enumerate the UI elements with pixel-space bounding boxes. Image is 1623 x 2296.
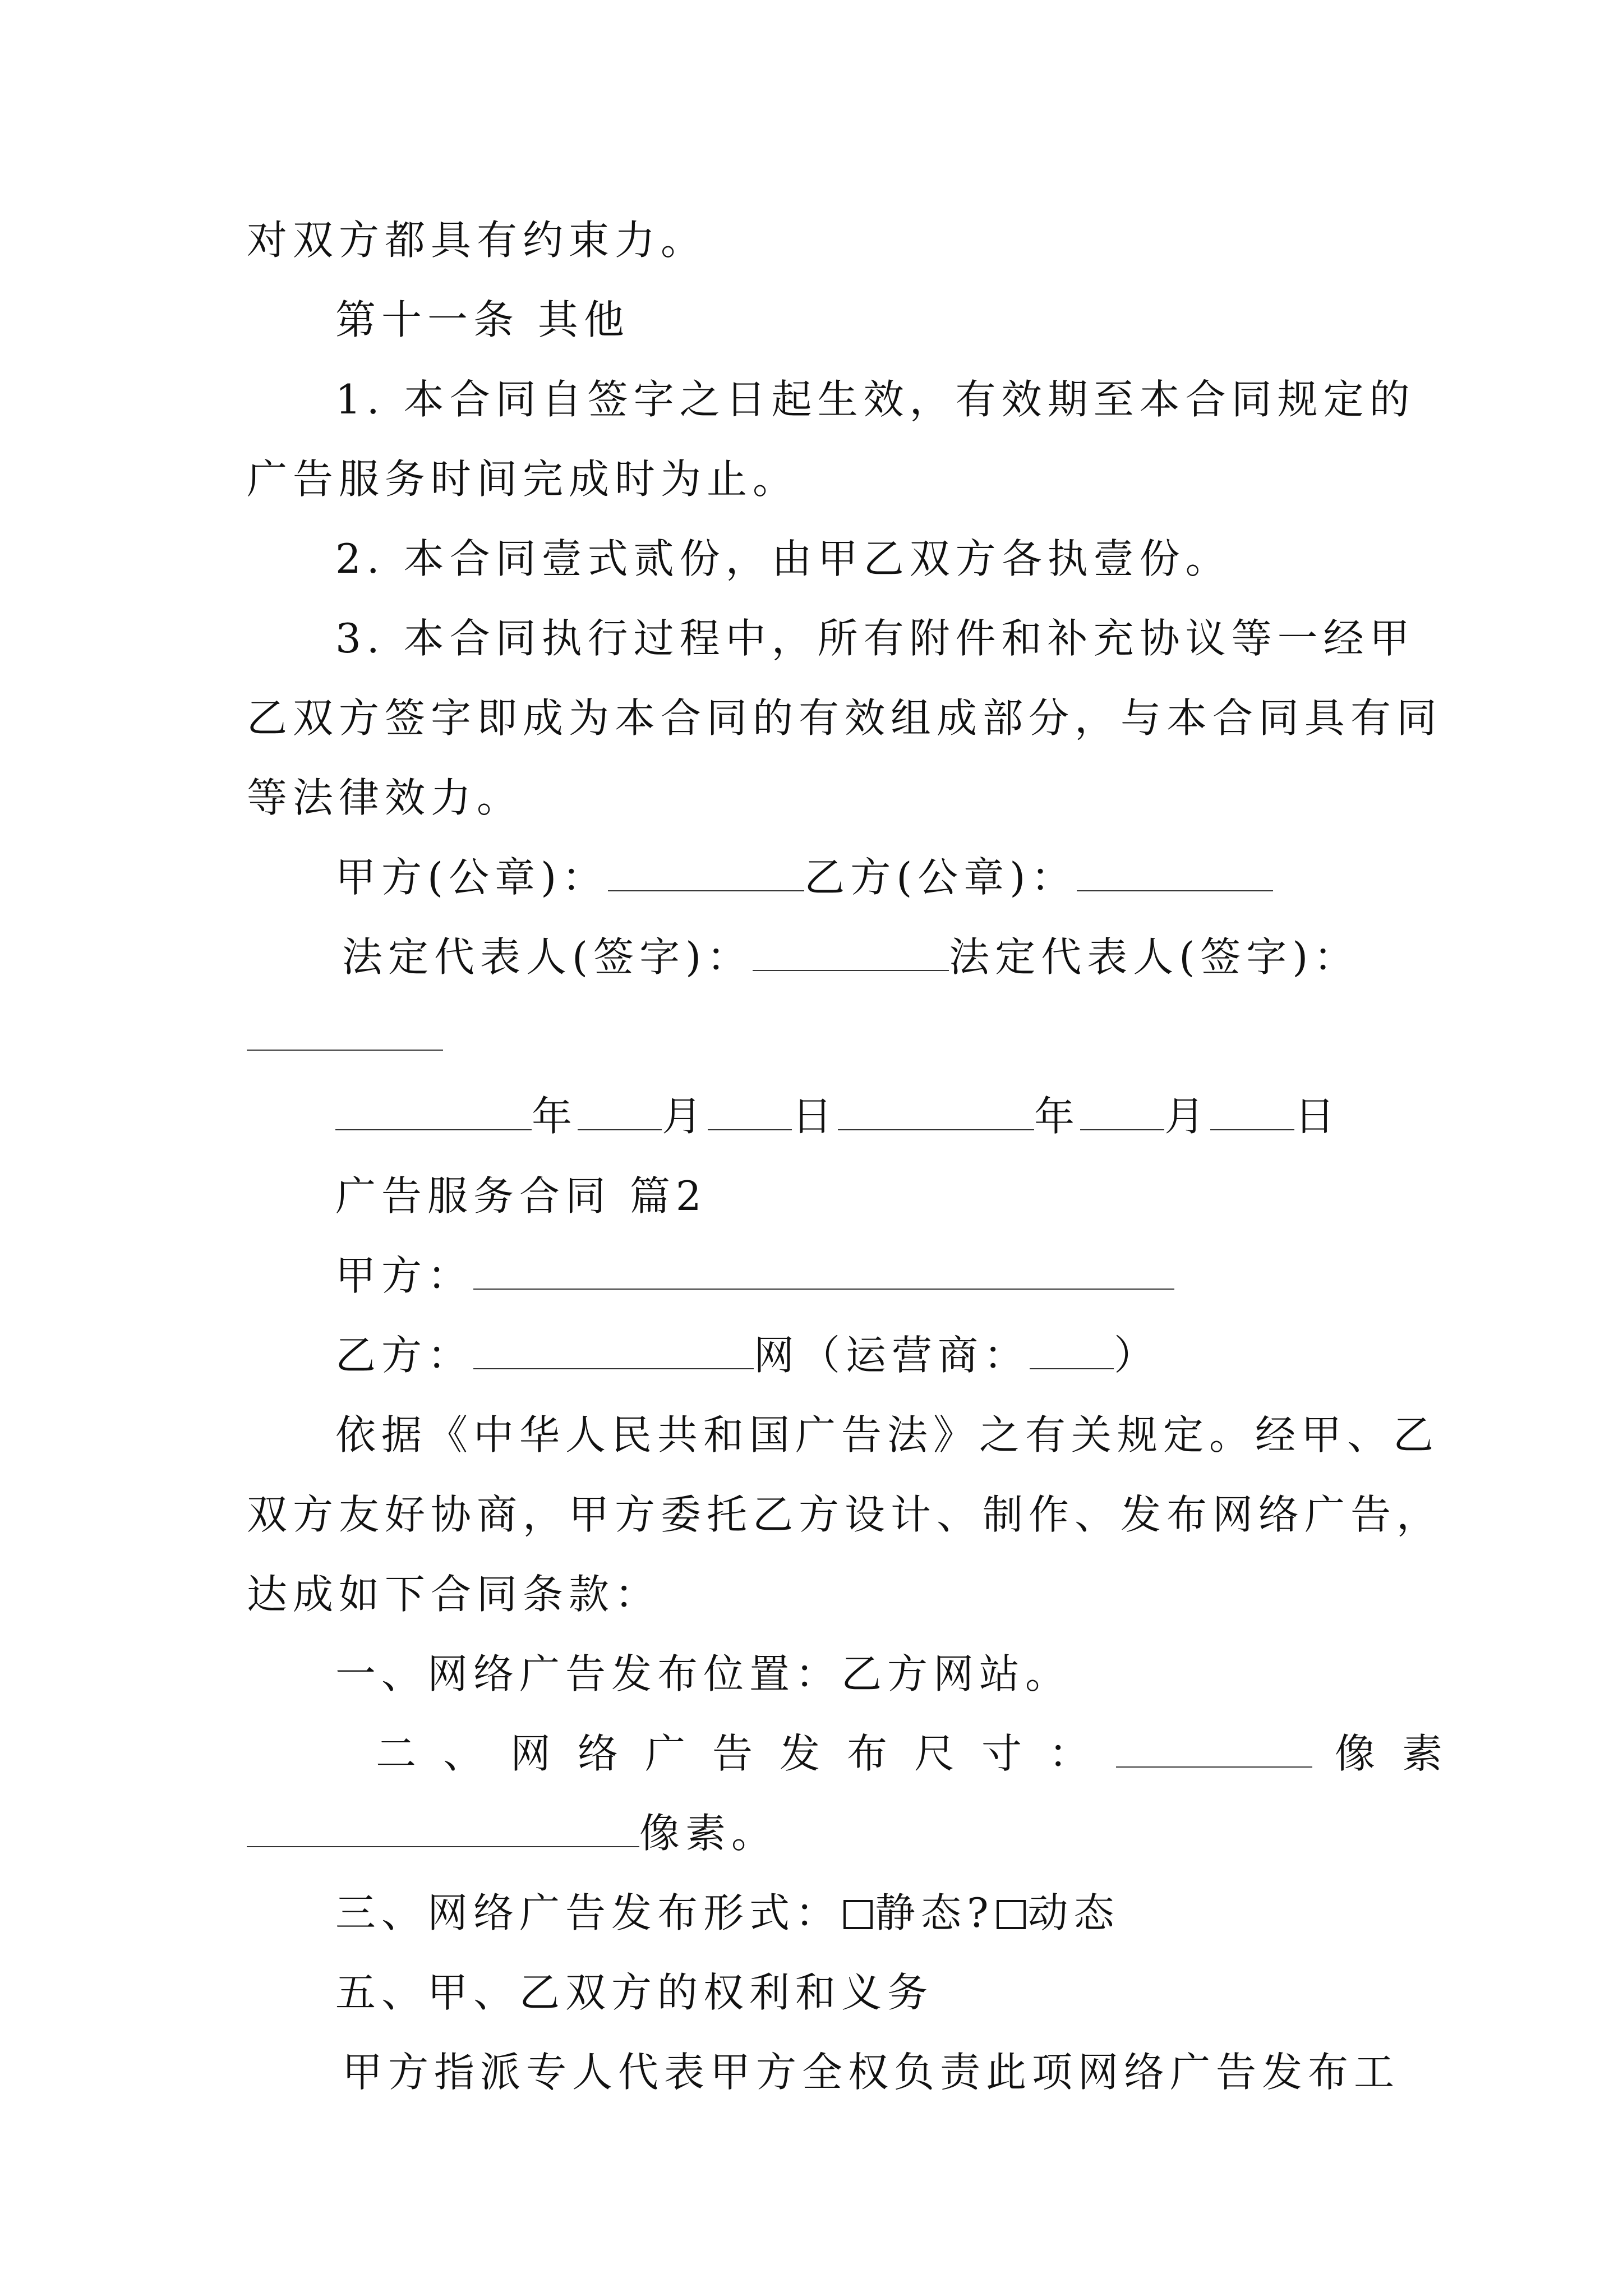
text-line: 甲方指派专人代表甲方全权负责此项网络广告发布工 xyxy=(342,2049,1400,2096)
party-a-rep-blank[interactable] xyxy=(753,931,949,971)
party-b-close: ） xyxy=(1114,1332,1160,1379)
party-b-seal-label: 乙方(公章)： xyxy=(804,854,1077,901)
clause-2-cont xyxy=(247,1805,777,1861)
party-b-blank[interactable] xyxy=(473,1329,754,1369)
party-b-label: 乙方： xyxy=(335,1332,474,1379)
party-b-rep-label: 法定代表人(签字)： xyxy=(949,933,1360,981)
clause-5: 五、甲、乙双方的权利和义务 xyxy=(335,1969,934,2016)
text-line: 2. 本合同壹式贰份，由甲乙双方各执壹份。 xyxy=(335,535,1232,582)
text-line: 乙双方签字即成为本合同的有效组成部分，与本合同具有同 xyxy=(247,694,1443,742)
article-heading: 第十一条 其他 xyxy=(335,296,630,343)
party-a-label: 甲方： xyxy=(335,1252,474,1299)
party-a-rep-label: 法定代表人(签字)： xyxy=(342,933,753,981)
text-line: 依据《中华人民共和国广告法》之有关规定。经甲、乙 xyxy=(335,1411,1440,1458)
height-blank[interactable] xyxy=(247,1807,639,1847)
height-unit: 像素。 xyxy=(639,1810,778,1857)
date-line xyxy=(335,1088,1340,1144)
signature-line xyxy=(335,849,1273,905)
year-label-2: 年 xyxy=(1034,1093,1081,1140)
year-blank-2[interactable] xyxy=(838,1090,1034,1130)
party-a-seal-blank[interactable] xyxy=(608,851,804,891)
party-b-line xyxy=(335,1327,1160,1383)
text-line: 3. 本合同执行过程中，所有附件和补充协议等一经甲 xyxy=(335,615,1415,662)
party-b-seal-blank[interactable] xyxy=(1077,851,1273,891)
day-blank-2[interactable] xyxy=(1210,1090,1294,1130)
text-line: 等法律效力。 xyxy=(247,774,523,821)
clause-3-line xyxy=(335,1885,1120,1941)
operator-blank[interactable] xyxy=(1030,1329,1114,1369)
clause-2-label: 二、网络广告发布尺寸： xyxy=(376,1730,1117,1777)
clause-1: 一、网络广告发布位置：乙方网站。 xyxy=(335,1650,1072,1697)
month-blank-2[interactable] xyxy=(1080,1090,1164,1130)
party-a-line xyxy=(335,1248,1174,1304)
width-unit: 像素 xyxy=(1335,1730,1470,1777)
party-b-site-label: 网（运营商： xyxy=(754,1332,1030,1379)
clause-3-label: 三、网络广告发布形式： xyxy=(335,1889,842,1936)
year-blank[interactable] xyxy=(335,1090,532,1130)
static-checkbox[interactable] xyxy=(843,1900,873,1929)
month-label: 月 xyxy=(662,1093,708,1140)
static-label: 静态? xyxy=(875,1889,994,1936)
width-blank[interactable] xyxy=(1116,1727,1312,1768)
day-label: 日 xyxy=(792,1093,838,1140)
year-label: 年 xyxy=(532,1093,578,1140)
text-line: 达成如下合同条款： xyxy=(247,1571,661,1618)
month-label-2: 月 xyxy=(1164,1093,1211,1140)
text-line: 1. 本合同自签字之日起生效，有效期至本合同规定的 xyxy=(335,376,1415,423)
representative-line xyxy=(342,929,1359,985)
party-a-blank[interactable] xyxy=(473,1249,1174,1290)
section-title: 广告服务合同 篇2 xyxy=(335,1172,707,1220)
clause-2-line xyxy=(376,1726,1469,1782)
day-blank[interactable] xyxy=(708,1090,792,1130)
text-line: 广告服务时间完成时为止。 xyxy=(247,455,799,503)
month-blank[interactable] xyxy=(578,1090,662,1130)
party-b-rep-blank[interactable] xyxy=(247,1010,443,1051)
day-label-2: 日 xyxy=(1294,1093,1341,1140)
party-a-seal-label: 甲方(公章)： xyxy=(335,854,608,901)
text-line: 对双方都具有约束力。 xyxy=(247,217,707,264)
representative-blank-line xyxy=(247,1009,443,1065)
text-line: 双方友好协商，甲方委托乙方设计、制作、发布网络广告， xyxy=(247,1491,1443,1538)
dynamic-label: 动态 xyxy=(1027,1889,1120,1936)
dynamic-checkbox[interactable] xyxy=(997,1900,1026,1929)
